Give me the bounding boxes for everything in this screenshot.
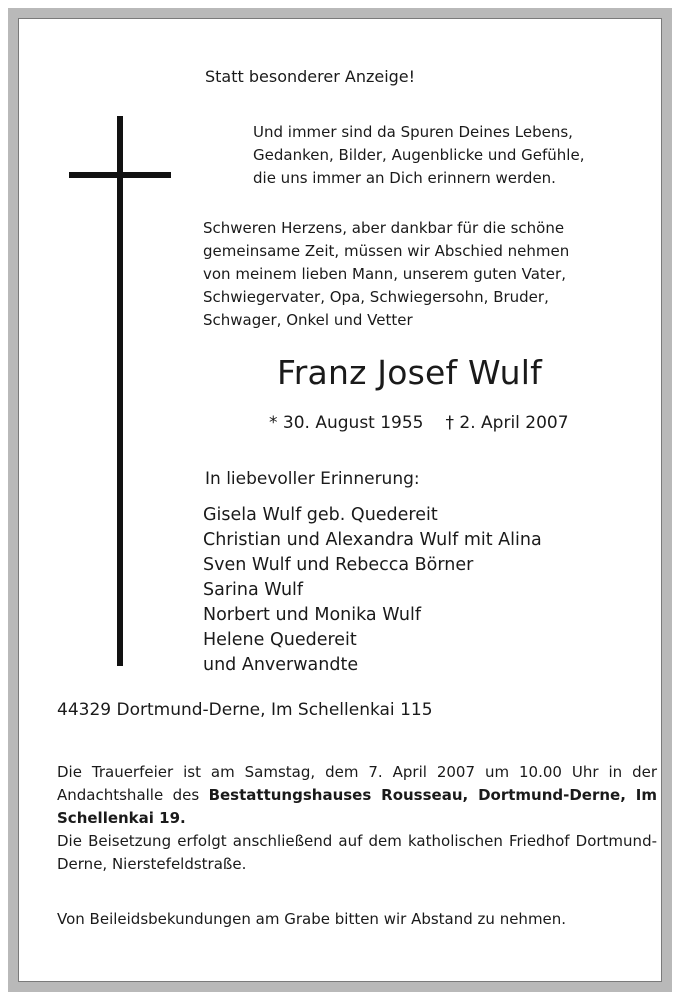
notice-inner-border xyxy=(18,18,662,982)
mourner: Gisela Wulf geb. Quedereit xyxy=(203,505,438,525)
verse xyxy=(253,121,584,190)
farewell-paragraph xyxy=(203,217,569,332)
intro-line: Statt besonderer Anzeige! xyxy=(205,67,416,86)
mourner: Helene Quedereit xyxy=(203,630,357,650)
cross-horizontal-bar xyxy=(69,172,171,178)
funeral-home: Bestattungshauses Rousseau, Dortmund-Derne, Im Schellenkai 19. xyxy=(57,786,657,827)
birth-date: * 30. August 1955 xyxy=(269,413,424,433)
verse-line: die uns immer an Dich erinnern werden. xyxy=(253,169,556,187)
death-date: † 2. April 2007 xyxy=(445,413,569,433)
service-text: Die Trauerfeier ist am Samstag, dem 7. April 2007 um 10.00 Uhr in der Andachtshalle des xyxy=(57,763,657,804)
family-address: 44329 Dortmund-Derne, Im Schellenkai 115 xyxy=(57,700,433,720)
mourner: und Anverwandte xyxy=(203,655,359,675)
mourners-list xyxy=(203,503,542,678)
notice-frame xyxy=(8,8,672,992)
verse-line: Gedanken, Bilder, Augenblicke und Gefühle, xyxy=(253,146,585,164)
closing-line: Von Beileidsbekundungen am Grabe bitten wir Abstand zu nehmen. xyxy=(57,910,567,928)
mourner: Sven Wulf und Rebecca Börner xyxy=(203,555,474,575)
memory-heading: In liebevoller Erinnerung: xyxy=(205,469,420,489)
paragraph-line: Schwager, Onkel und Vetter xyxy=(203,311,413,329)
mourner: Norbert und Monika Wulf xyxy=(203,605,422,625)
verse-line: Und immer sind da Spuren Deines Lebens, xyxy=(253,123,573,141)
cross-vertical-bar xyxy=(117,116,123,666)
paragraph-line: von meinem lieben Mann, unserem guten Vater, xyxy=(203,265,566,283)
mourner: Christian und Alexandra Wulf mit Alina xyxy=(203,530,542,550)
paragraph-line: Schwiegervater, Opa, Schwiegersohn, Bruder, xyxy=(203,288,549,306)
deceased-name: Franz Josef Wulf xyxy=(277,353,542,392)
burial-text: Die Beisetzung erfolgt anschließend auf dem katholischen Friedhof Dortmund-Derne, Nierstefeldstraße. xyxy=(57,832,657,873)
mourner: Sarina Wulf xyxy=(203,580,304,600)
paragraph-line: Schweren Herzens, aber dankbar für die schöne xyxy=(203,219,565,237)
paragraph-line: gemeinsame Zeit, müssen wir Abschied nehmen xyxy=(203,242,570,260)
service-details xyxy=(57,761,657,876)
life-dates xyxy=(269,413,569,433)
